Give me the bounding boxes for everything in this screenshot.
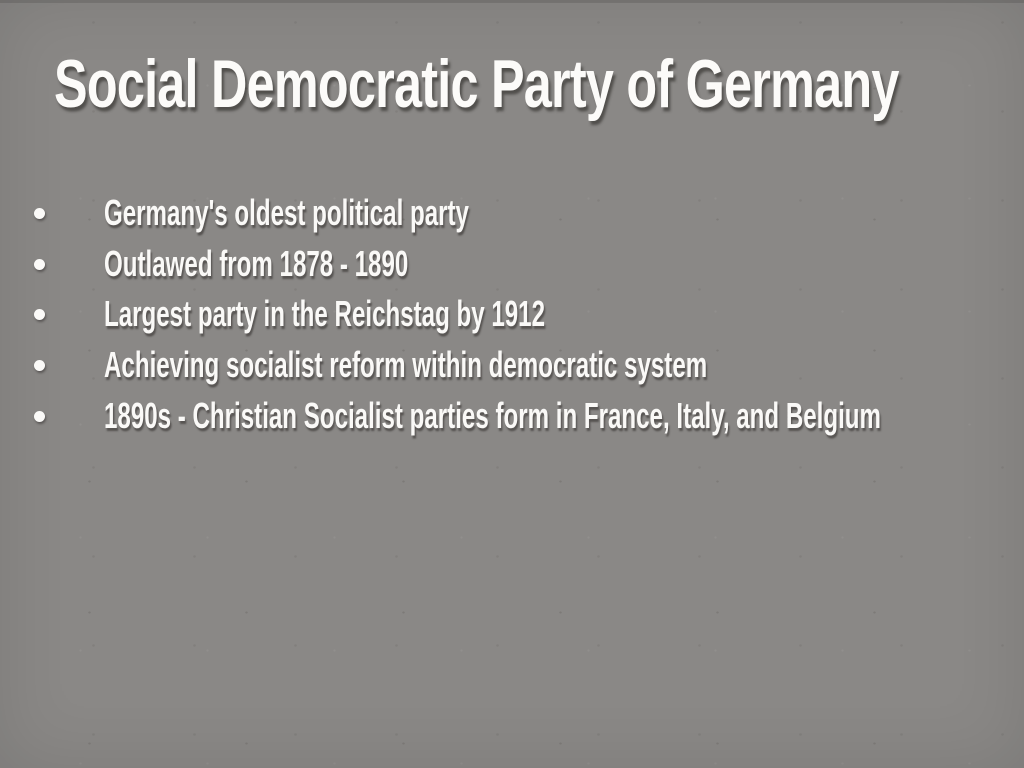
bullet-dot-icon: [34, 309, 45, 320]
bullet-dot-icon: [34, 259, 45, 270]
list-item: [0, 390, 1024, 441]
list-item: [0, 239, 1024, 290]
bullet-text: Germany's oldest political party: [104, 192, 469, 234]
bullet-dot-icon: [34, 208, 45, 219]
list-item: [0, 289, 1024, 340]
slide-title: Social Democratic Party of Germany: [54, 46, 899, 122]
bullet-dot-icon: [34, 411, 45, 422]
list-item: [0, 188, 1024, 239]
bullet-text: Largest party in the Reichstag by 1912: [104, 293, 546, 335]
bullet-text: Outlawed from 1878 - 1890: [104, 242, 409, 284]
list-item: [0, 340, 1024, 391]
bullet-dot-icon: [34, 360, 45, 371]
bullet-text: Achieving socialist reform within democratic system: [104, 344, 708, 386]
bullet-list: [0, 188, 1024, 441]
bullet-text: 1890s - Christian Socialist parties form in France, Italy, and Belgium: [104, 394, 881, 436]
